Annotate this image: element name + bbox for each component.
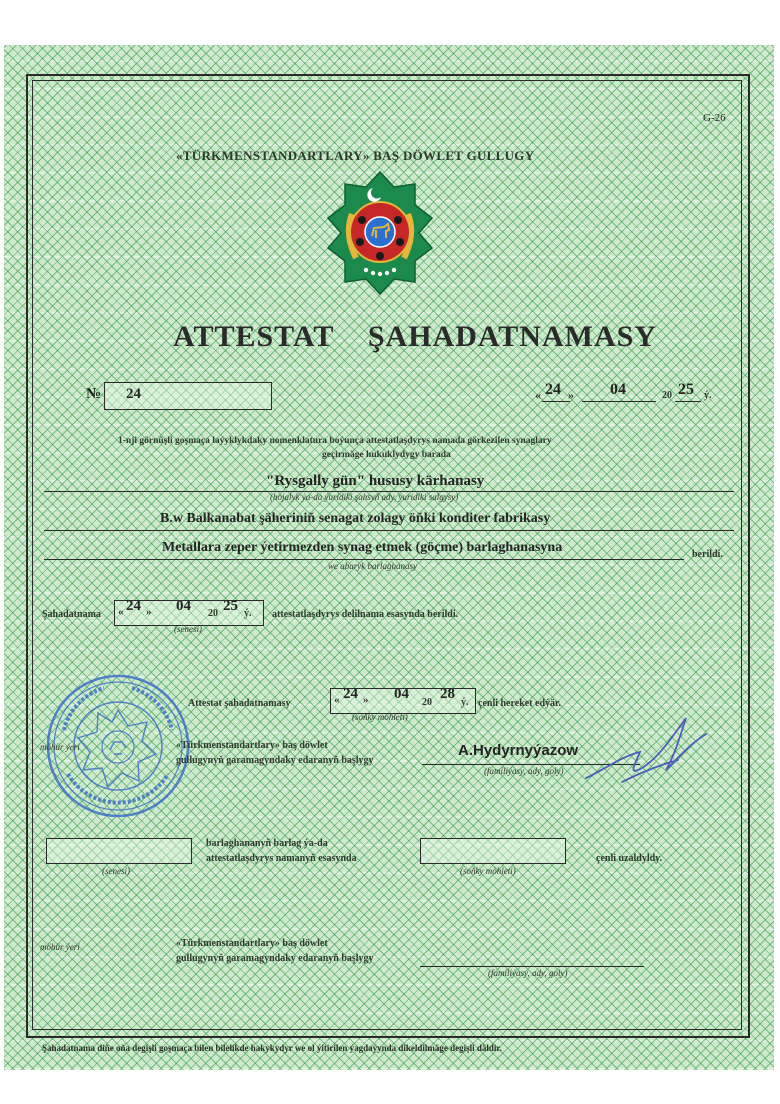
national-emblem — [322, 170, 438, 296]
issue-date-day: 24 — [545, 381, 561, 398]
valid-text: çenli hereket edýär. — [478, 698, 562, 709]
ext-hint-left: (senesi) — [102, 866, 130, 876]
signer-org-line-1: «Türkmenstandartlary» baş döwlet — [176, 740, 328, 751]
basis-date-hint: (senesi) — [174, 624, 202, 634]
issue-date-open: « — [535, 388, 541, 402]
footer-note: Şahadatnama diňe oňa degişli goşmaça bilen bilelikde hakykydyr we ol ýitirilen ýagdaýynda dikeldilmäge degişli däldir. — [42, 1043, 502, 1053]
berildi-label: berildi. — [692, 549, 723, 560]
basis-date-close: » — [146, 606, 152, 618]
document-title: ATTESTAT ŞAHADATNAMASY — [173, 320, 657, 353]
ext-text-line-2: attestatlaşdyrys namanyň esasynda — [206, 853, 357, 864]
valid-date-suffix: ý. — [461, 697, 469, 708]
basis-label: Şahadatnama — [42, 609, 101, 620]
valid-date-year-prefix: 20 — [422, 697, 432, 708]
issuer-title: «TÜRKMENSTANDARTLARY» BAŞ DÖWLET GULLUGY — [176, 148, 535, 163]
basis-date-open: « — [118, 606, 124, 618]
ext-date-box-left — [46, 838, 192, 864]
issue-date-year-prefix: 20 — [662, 390, 672, 401]
valid-date-year: 28 — [440, 686, 455, 702]
handwritten-signature — [582, 712, 712, 792]
issue-date-year: 25 — [678, 381, 694, 398]
issue-date-close: » — [568, 388, 574, 402]
valid-date-month: 04 — [394, 686, 409, 702]
basis-date-day: 24 — [126, 598, 141, 614]
ext-text-end: çenli uzaldyldy. — [596, 853, 663, 864]
valid-date-hint: (soňky möhleti) — [352, 712, 408, 722]
organization-hint: (hojalyk ýa-da ýuridiki şahsyň ady, ýuridiki salgysy) — [270, 492, 459, 502]
issue-date-suffix: ý. — [704, 390, 712, 401]
purpose-hint: we abaryk barlaghanasy — [328, 561, 417, 571]
valid-date-day: 24 — [343, 686, 358, 702]
certificate-number: 24 — [126, 386, 141, 402]
intro-text-line-1: 1-nji görnüşli goşmaça laýyklykdaky nomenklatura boýunça attestatlaşdyrys namada görkezilen synaglary — [118, 436, 552, 446]
signer-org-line-2: gullugynyň garamagyndaky edaranyň başlygy — [176, 755, 374, 766]
basis-text: attestatlaşdyrys delilnama esasynda berildi. — [272, 609, 459, 620]
issue-date-month: 04 — [610, 381, 626, 398]
basis-date-year-prefix: 20 — [208, 608, 218, 619]
signer-hint: (familiýasy, ady, goly) — [484, 766, 564, 776]
stamp-place-label: möhür ýeri — [40, 742, 80, 752]
ext-hint-right: (soňky möhleti) — [460, 866, 516, 876]
valid-date-open: « — [334, 694, 340, 706]
basis-date-month: 04 — [176, 598, 191, 614]
number-prefix: № — [86, 386, 102, 402]
intro-text-line-2: geçirmäge hukuklydygy barada — [322, 450, 451, 460]
stamp-place-label-2: möhür ýeri — [40, 942, 80, 952]
valid-date-close: » — [363, 694, 369, 706]
signer-name: A.Hydyrnyýazow — [458, 742, 579, 759]
purpose-line: Metallara zeper ýetirmezden synag etmek (göçme) barlaghanasyna — [162, 540, 563, 555]
ext-text-line-1: barlaghananyň barlag ýa-da — [206, 838, 328, 849]
basis-date-suffix: ý. — [244, 608, 252, 619]
address-line: B.w Balkanabat şäheriniň senagat zolagy öňki konditer fabrikasy — [160, 511, 551, 526]
valid-label: Attestat şahadatnamasy — [188, 698, 291, 709]
organization-name: "Rysgally gün" hususy kärhanasy — [266, 473, 485, 489]
signer2-hint: (familiýasy, ady, goly) — [488, 968, 568, 978]
ext-date-box-right — [420, 838, 566, 864]
basis-date-year: 25 — [223, 598, 238, 614]
form-code: G-26 — [703, 112, 726, 124]
signer2-org-line-1: «Türkmenstandartlary» baş döwlet — [176, 938, 328, 949]
signer2-org-line-2: gullugynyň garamagyndaky edaranyň başlygy — [176, 953, 374, 964]
